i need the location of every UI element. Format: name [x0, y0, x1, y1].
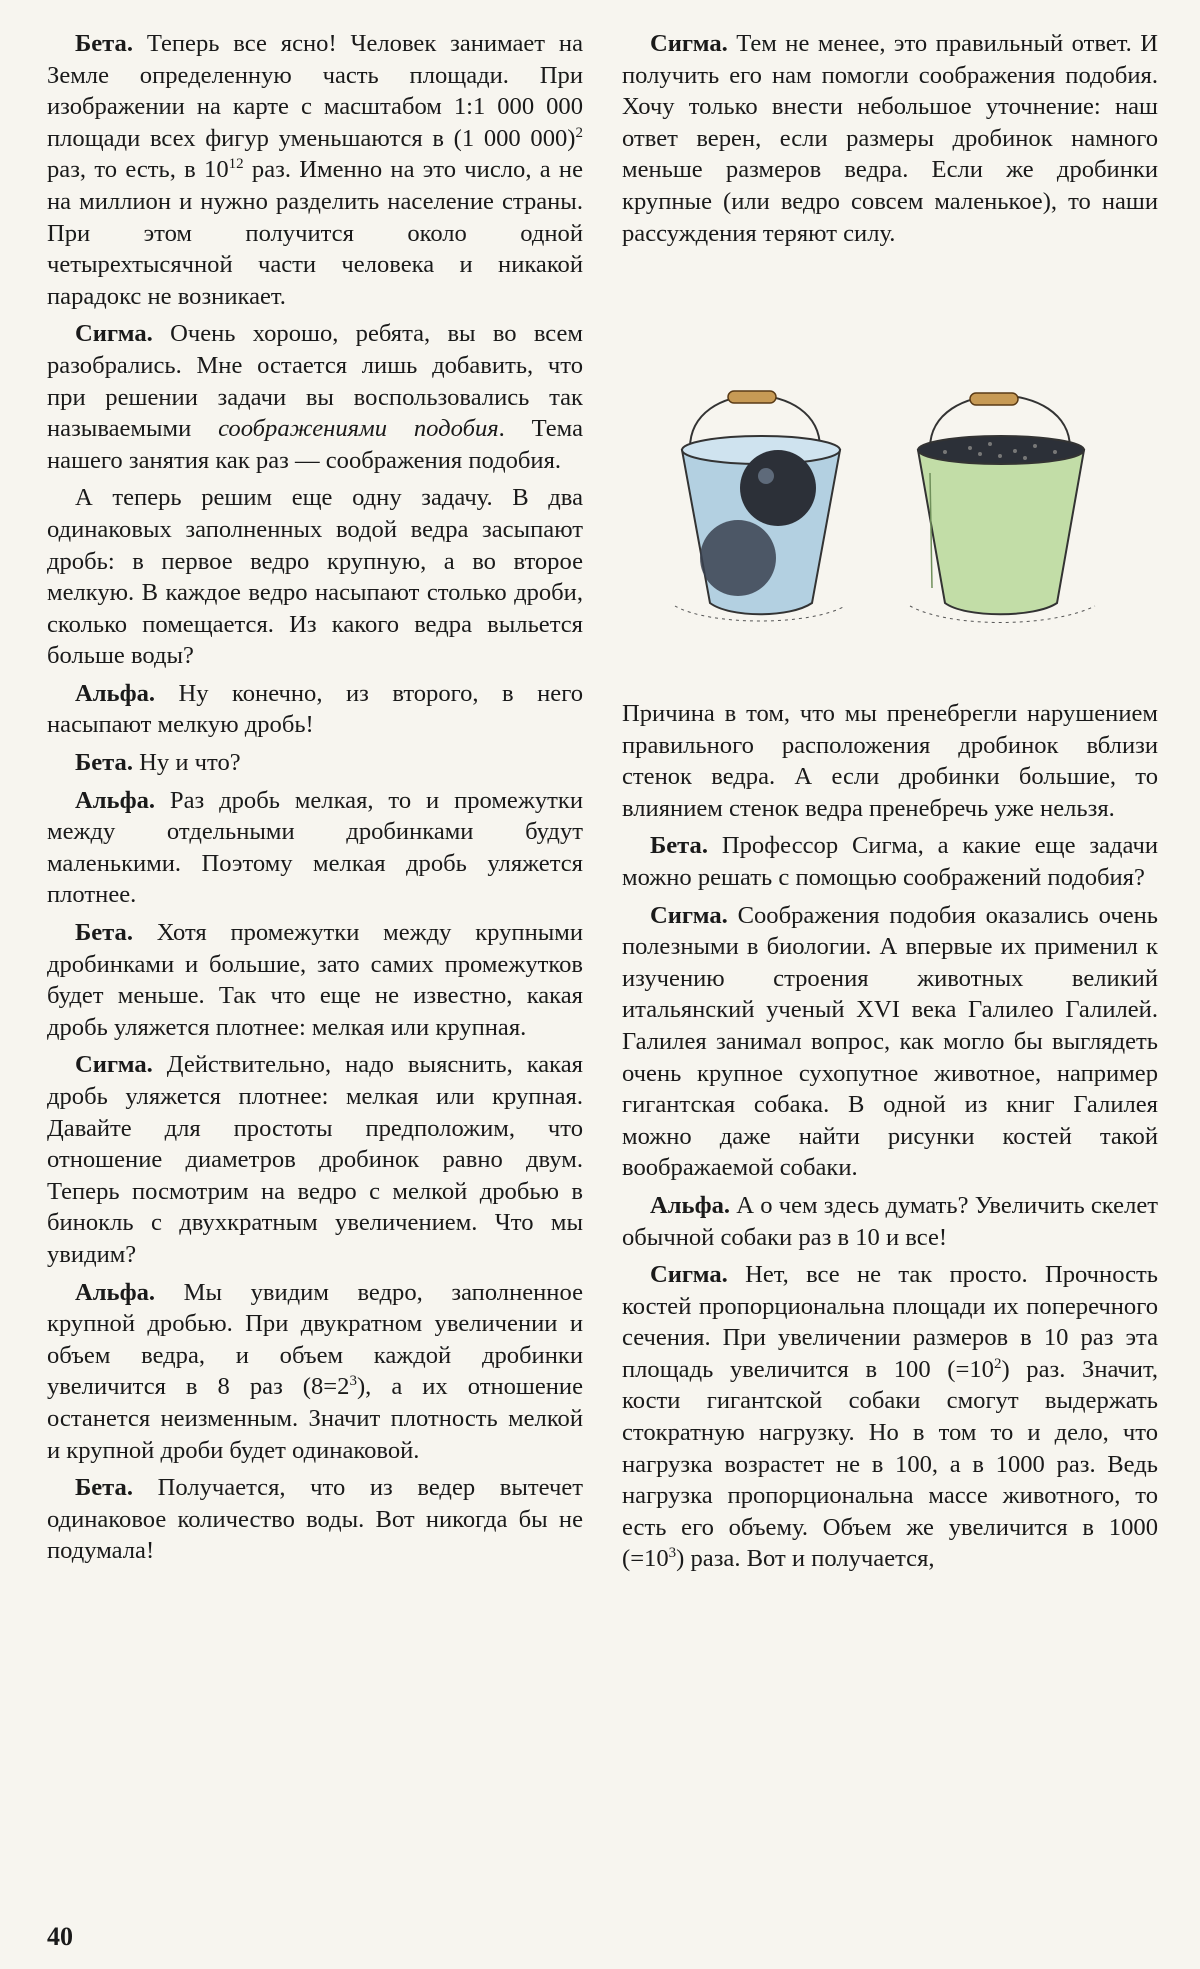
buckets-illustration [670, 388, 1130, 650]
paragraph [622, 1259, 1158, 1575]
speaker-name: Альфа. [75, 786, 156, 814]
text-segment: 3 [668, 1545, 677, 1562]
speaker-name: Бета. [75, 30, 134, 57]
text-segment: раз. Именно на это число, а не на миллион и нужно разделить население страны. При этом получится около одной четырехтысячной части человека и никакой парадокс не возникает. [47, 156, 583, 310]
speaker-name: Сигма. [75, 1051, 153, 1079]
paragraph [622, 1190, 1158, 1253]
speaker-name: Альфа. [650, 1191, 731, 1219]
text-segment: Действительно, надо выяснить, какая дробь уляжется плотнее: мелкая или крупная. Давайте для простоты предположим, что отношение диаметров дробинок равно двум. Теперь посмотрим на ведро с мелкой дробью в бинокль с двухкратным увеличением. Что мы увидим? [47, 1051, 583, 1268]
text-segment: Хотя промежутки между крупными дробинками и большие, зато самих промежутков будет меньше. Так что еще не известно, какая дробь уляжется плотнее: мелкая или крупная. [47, 919, 583, 1041]
text-segment: ), а их отношение останется неизменным. Значит плотность мелкой и крупной дроби будет одинаковой. [47, 1373, 583, 1464]
text-segment: 12 [228, 156, 244, 173]
paragraph [622, 28, 1158, 249]
text-segment: Получается, что из ведер вытечет одинаковое количество воды. Вот никогда бы не подумала! [47, 1474, 583, 1565]
large-shot-ball [740, 450, 816, 526]
text-segment: ) раза. Вот и получается, [676, 1545, 935, 1573]
speaker-name: Бета. [75, 919, 134, 947]
text-segment: Нет, все не так просто. Прочность костей пропорциональна площади их поперечного сечения. При увеличении размеров в 10 раз эта площадь увеличится в 100 (=10 [622, 1261, 1158, 1383]
left-column [47, 28, 583, 1573]
speaker-name: Альфа. [75, 1278, 156, 1306]
speaker-name: Сигма. [650, 901, 728, 929]
paragraph [47, 1472, 583, 1567]
text-segment: 3 [349, 1373, 357, 1390]
text-segment: . Тема нашего занятия как раз — соображения подобия. [47, 415, 583, 474]
speaker-name: Бета. [650, 832, 709, 860]
text-segment: Тем не менее, это правильный ответ. И получить его нам помогли соображения подобия. Хочу только внести небольшое уточнение: наш ответ верен, если размеры дробинок намного меньше размеров ведра. Если же дробинки крупные (или ведро совсем маленькое), то наши рассуждения теряют силу. [622, 30, 1158, 247]
paragraph [622, 830, 1158, 893]
text-segment: Ну и что? [133, 749, 241, 777]
text-segment: ) раз. Значит, кости гигантской собаки смогут выдержать стократную нагрузку. Но в том то и дело, что нагрузка возрастет не в 100, а в 1000 раз. Ведь нагрузка пропорциональна массе животного, то есть его объему. Объем же увеличится в 1000 (=10 [622, 1355, 1158, 1573]
speaker-name: Сигма. [650, 1261, 728, 1289]
speaker-name: Бета. [75, 749, 134, 777]
paragraph [47, 482, 583, 672]
speaker-name: Альфа. [75, 679, 156, 707]
text-segment: Раз дробь мелкая, то и промежутки между отдельными дробинками будут маленькими. Поэтому мелкая дробь уляжется плотнее. [47, 786, 583, 909]
large-shot-ball [700, 520, 776, 596]
text-segment: Ну конечно, из второго, в него насыпают мелкую дробь! [47, 679, 583, 739]
speaker-name: Сигма. [75, 320, 153, 348]
speaker-name: Бета. [75, 1474, 134, 1502]
right-column-bottom [622, 698, 1158, 1581]
text-segment: Профессор Сигма, а какие еще задачи можно решать с помощью соображений подобия? [622, 832, 1158, 891]
speaker-name: Сигма. [650, 30, 728, 57]
text-segment: 2 [575, 124, 583, 141]
bucket-large-shot [675, 391, 845, 621]
paragraph [622, 698, 1158, 824]
right-column-top [622, 28, 1158, 255]
text-segment: соображениями подобия [218, 415, 499, 443]
paragraph [47, 917, 583, 1043]
paragraph [47, 747, 583, 779]
paragraph [47, 678, 583, 741]
bucket-small-shot [910, 393, 1095, 623]
paragraph [47, 1049, 583, 1270]
paragraph [622, 900, 1158, 1184]
text-segment: А о чем здесь думать? Увеличить скелет обычной собаки раз в 10 и все! [622, 1191, 1158, 1251]
text-segment: Очень хорошо, ребята, вы во всем разобрались. Мне остается лишь добавить, что при решении задачи вы воспользовались так называемыми [47, 320, 583, 443]
text-segment: Мы увидим ведро, заполненное крупной дробью. При двукратном увеличении и объем ведра, и объем каждой дробинки увеличится в 8 раз (8=2 [47, 1278, 583, 1401]
page-number: 40 [47, 1922, 73, 1951]
text-segment: А теперь решим еще одну задачу. В два одинаковых заполненных водой ведра засыпают дробь: в первое ведро крупную, а во второе мелкую. В каждое ведро насыпают столько дроби, сколько помещается. Из какого ведра выльется больше воды? [47, 484, 583, 670]
text-segment: Соображения подобия оказались очень полезными в биологии. А впервые их применил к изучению строения животных великий итальянский ученый XVI века Галилео Галилей. Галилея занимал вопрос, как могло бы выглядеть очень крупное сухопутное животное, например гигантская собака. В одной из книг Галилея можно даже найти рисунки костей такой воображаемой собаки. [622, 901, 1158, 1182]
text-segment: 2 [993, 1355, 1002, 1372]
text-segment: Теперь все ясно! Человек занимает на Земле определенную часть площади. При изображении на карте с масштабом 1:1 000 000 площади всех фигур уменьшаются в (1 000 000) [47, 30, 583, 152]
text-segment: Причина в том, что мы пренебрегли нарушением правильного расположения дробинок вблизи стенок ведра. А если дробинки большие, то влиянием стенок ведра пренебречь уже нельзя. [622, 700, 1158, 822]
text-segment: раз, то есть, в 10 [47, 156, 229, 184]
paragraph [47, 1277, 583, 1467]
paragraph [47, 28, 583, 312]
paragraph [47, 318, 583, 476]
paragraph [47, 785, 583, 911]
